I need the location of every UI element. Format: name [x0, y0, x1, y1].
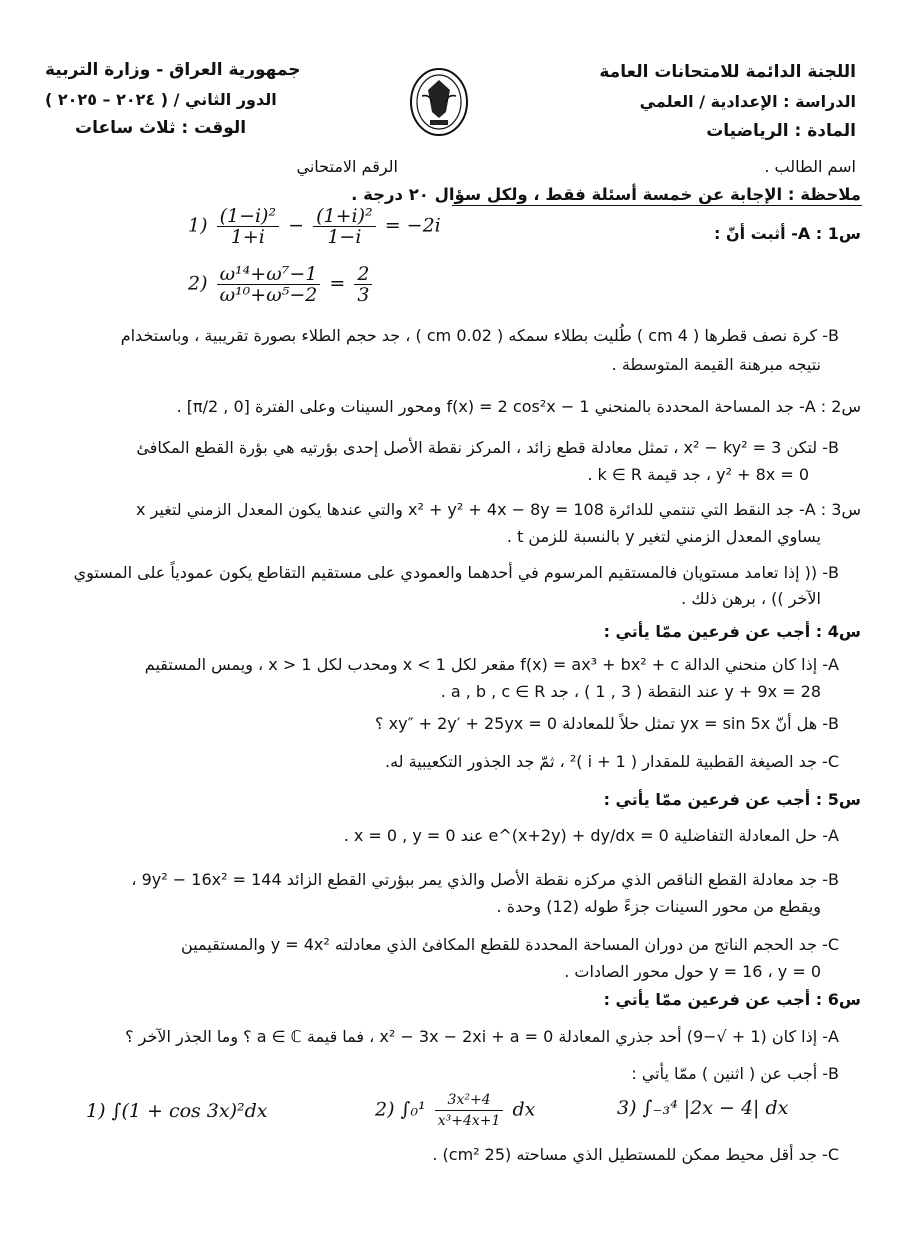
q6-b-head: B- أجب عن ( اثنين ) ممّا يأتي :	[631, 1064, 839, 1083]
q1-p1-fraction-2	[313, 206, 376, 247]
q4-c-text: C- جد الصيغة القطبية للمقدار ( 1 + i )² ، ثمّ جد الجذور التكعيبية له.	[384, 752, 839, 771]
q1-p2-rhs-fraction	[354, 264, 372, 305]
q1-a-label: س1 : A- أثبت أنّ :	[713, 224, 861, 243]
q6-i2-dx: dx	[512, 1098, 536, 1121]
q6-i2-fraction	[435, 1090, 504, 1131]
note-underline	[452, 205, 862, 206]
subject-line: المادة : الرياضيات	[706, 121, 856, 141]
q1-p2-label: 2)	[188, 272, 208, 295]
q1-b-line1: B- كرة نصف قطرها ( 4 cm ) طُليت بطلاء سمكه ( 0.02 cm ) ، جد حجم الطلاء بصورة تقريبية ، وباستخدام	[120, 326, 839, 345]
q6-c-text: C- جد أقل محيط ممكن للمستطيل الذي مساحته (25 cm²) .	[432, 1145, 839, 1164]
q2-b-line1: B- لتكن 3 = x² − ky² ، تمثل معادلة قطع زائد ، المركز نقطة الأصل إحدى بؤرتيه هي بؤرة القطع المكافئ	[136, 438, 839, 457]
q1-p2-rhs-num: 2	[354, 264, 372, 285]
q1-p1-num1: (1−i)²	[217, 206, 280, 227]
q2-a-text: س2 : A- جد المساحة المحددة بالمنحني f(x) = 2 cos²x − 1 ومحور السينات وعلى الفترة [0 , π/2] .	[176, 397, 861, 416]
q6-i2-num: 3x²+4	[435, 1090, 504, 1111]
round-line: الدور الثاني / ( ٢٠٢٤ – ٢٠٢٥ )	[45, 90, 277, 109]
q1-p2-num: ω¹⁴+ω⁷−1	[217, 264, 321, 285]
q5-b-line1: B- جد معادلة القطع الناقص الذي مركزه نقطة الأصل والذي يمر ببؤرتي القطع الزائد 9y² − 16x² = 144 ،	[131, 870, 839, 889]
q5-c-line1: C- جد الحجم الناتج من دوران المساحة المحددة للقطع المكافئ الذي معادلته y = 4x² والمستقيمين	[181, 935, 839, 954]
q2-b-line2: y² + 8x = 0 ، جد قيمة k ∈ R .	[587, 465, 809, 484]
q6-i2-den: x³+4x+1	[437, 1113, 501, 1129]
exam-number-field[interactable]: الرقم الامتحاني	[296, 157, 398, 176]
q3-b-line1: B- (( إذا تعامد مستويان فالمستقيم المرسوم في أحدهما والعمودي على مستقيم التقاطع يكون عمودياً على المستوي	[73, 563, 839, 582]
q1-p1-num2: (1+i)²	[313, 206, 376, 227]
q1-p1-minus: −	[288, 214, 305, 237]
q3-b-line2: الآخر )) ، برهن ذلك .	[681, 589, 821, 608]
q1-p2-fraction	[217, 264, 321, 305]
q1-p1-fraction-1	[217, 206, 280, 247]
q1-p2-rhs-den: 3	[357, 284, 370, 306]
q6-integral-3: 3) ∫₋₃⁴ |2x − 4| dx	[617, 1097, 789, 1119]
q1-p1-den2: 1−i	[327, 226, 362, 248]
q1-p2-den: ω¹⁰+ω⁵−2	[219, 284, 318, 306]
time-line: الوقت : ثلاث ساعات	[75, 118, 247, 138]
q6-head: س6 : أجب عن فرعين ممّا يأتي :	[603, 990, 861, 1009]
q6-a-text: A- إذا كان (1 + √−9) أحد جذري المعادلة x² − 3x − 2xi + a = 0 ، فما قيمة a ∈ ℂ ؟ وما الجذر الآخر ؟	[125, 1027, 839, 1046]
q3-a-line1: س3 : A- جد النقط التي تنتمي للدائرة x² + y² + 4x − 8y = 108 والتي عندها يكون المعدل الزمني لتغير x	[136, 500, 861, 519]
q5-c-line2: y = 16 ، y = 0 حول محور الصادات .	[564, 962, 821, 981]
q1-p1-label: 1)	[188, 214, 208, 237]
q1-part1-expression	[188, 206, 441, 247]
q4-b-text: B- هل أنّ yx = sin 5x تمثل حلاً للمعادلة xy″ + 2y′ + 25yx = 0 ؟	[375, 714, 839, 733]
exam-note: ملاحظة : الإجابة عن خمسة أسئلة فقط ، ولكل سؤال ٢٠ درجة .	[351, 185, 861, 204]
student-name-field[interactable]: اسم الطالب .	[764, 157, 856, 176]
q6-i2-prefix: 2) ∫₀¹	[375, 1098, 426, 1121]
q4-head: س4 : أجب عن فرعين ممّا يأتي :	[603, 622, 861, 641]
republic-line: جمهورية العراق - وزارة التربية	[45, 60, 301, 80]
iraq-emblem-icon	[408, 66, 470, 138]
committee-title: اللجنة الدائمة للامتحانات العامة	[599, 62, 856, 82]
q6-integral-2	[375, 1090, 535, 1131]
q1-p1-den1: 1+i	[230, 226, 265, 248]
q5-head: س5 : أجب عن فرعين ممّا يأتي :	[603, 790, 861, 809]
q5-a-text: A- حل المعادلة التفاضلية e^(x+2y) + dy/dx = 0 عند x = 0 , y = 0 .	[343, 826, 839, 845]
q6-integral-1: 1) ∫(1 + cos 3x)²dx	[86, 1100, 268, 1122]
study-line: الدراسة : الإعدادية / العلمي	[639, 92, 856, 111]
q1-p1-rhs: = −2i	[384, 214, 441, 237]
q1-p2-eq: =	[329, 272, 346, 295]
q1-b-line2: نتيجه مبرهنة القيمة المتوسطة .	[611, 355, 821, 374]
q4-a-line2: y + 9x = 28 عند النقطة ( 3 , 1 ) ، جد a , b , c ∈ R .	[440, 682, 821, 701]
q4-a-line1: A- إذا كان منحني الدالة f(x) = ax³ + bx² + c مقعر لكل x < 1 ومحدب لكل x > 1 ، ويمس المستقيم	[144, 655, 839, 674]
q5-b-line2: ويقطع من محور السينات جزءً طوله (12) وحدة .	[496, 897, 821, 916]
q3-a-line2: يساوي المعدل الزمني لتغير y بالنسبة للزمن t .	[506, 527, 821, 546]
q1-part2-expression	[188, 264, 375, 305]
